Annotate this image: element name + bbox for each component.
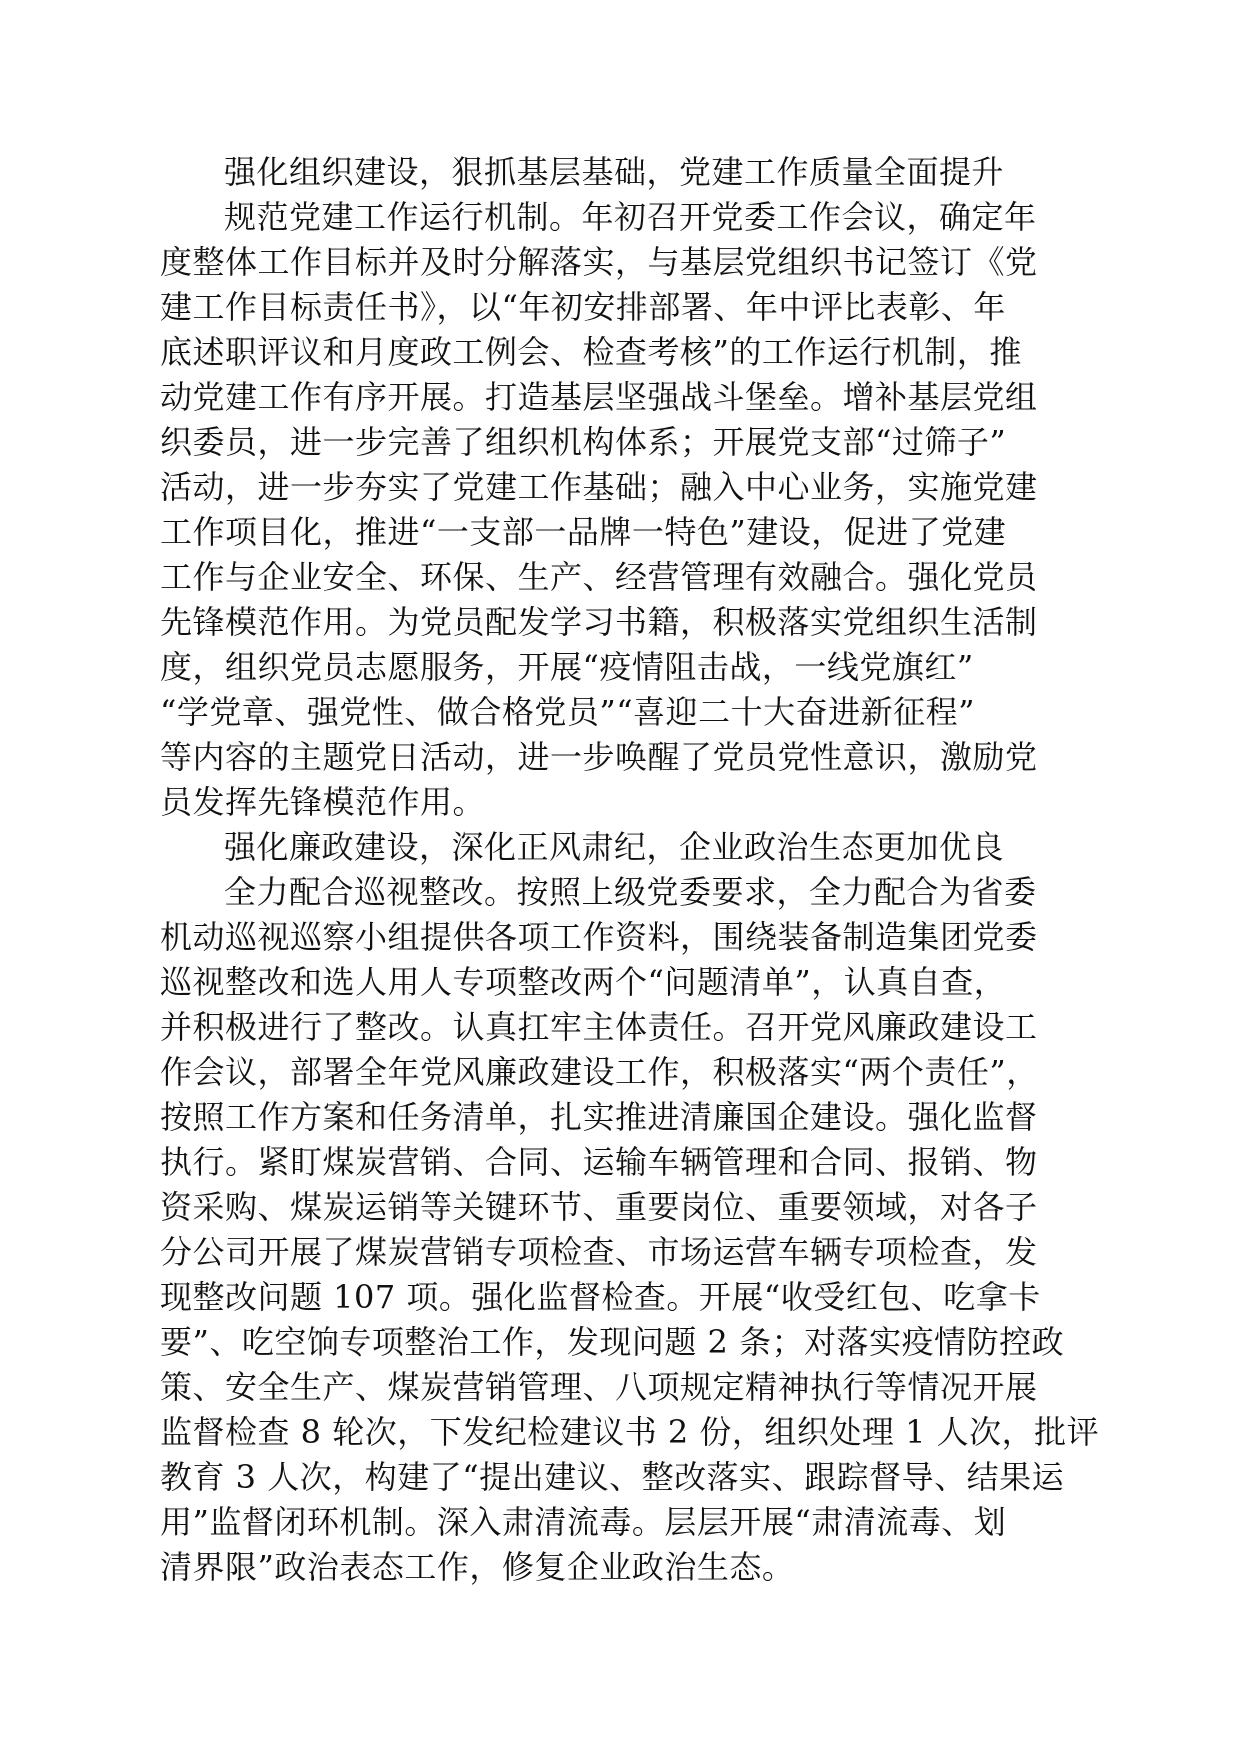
paragraph-line: 现整改问题 107 项。强化监督检查。开展“收受红包、吃拿卡 — [160, 1278, 1041, 1316]
paragraph-line: 机动巡视巡察小组提供各项工作资料，围绕装备制造集团党委 — [160, 918, 1038, 956]
section-heading: 强化廉政建设，深化正风肃纪，企业政治生态更加优良 — [224, 828, 1005, 866]
paragraph-line: 工作项目化，推进“一支部一品牌一特色”建设，促进了党建 — [160, 513, 1007, 551]
paragraph-line: 底述职评议和月度政工例会、检查考核”的工作运行机制，推 — [160, 333, 1022, 371]
paragraph-line: 用”监督闭环机制。深入肃清流毒。层层开展“肃清流毒、划 — [160, 1503, 1007, 1541]
paragraph-line: 员发挥先锋模范作用。 — [160, 783, 486, 821]
paragraph-line: 先锋模范作用。为党员配发学习书籍，积极落实党组织生活制 — [160, 603, 1038, 641]
paragraph-line: 分公司开展了煤炭营销专项检查、市场运营车辆专项检查，发 — [160, 1233, 1038, 1271]
section-heading: 强化组织建设，狠抓基层基础，党建工作质量全面提升 — [224, 153, 1005, 191]
paragraph-line: 织委员，进一步完善了组织机构体系；开展党支部“过筛子” — [160, 423, 1007, 461]
paragraph-line: 度整体工作目标并及时分解落实，与基层党组织书记签订《党 — [160, 243, 1038, 281]
paragraph-line: 执行。紧盯煤炭营销、合同、运输车辆管理和合同、报销、物 — [160, 1143, 1038, 1181]
paragraph-line: 全力配合巡视整改。按照上级党委要求，全力配合为省委 — [224, 873, 1037, 911]
paragraph-line: 动党建工作有序开展。打造基层坚强战斗堡垒。增补基层党组 — [160, 378, 1038, 416]
paragraph-line: 等内容的主题党日活动，进一步唤醒了党员党性意识，激励党 — [160, 738, 1038, 776]
paragraph-line: 活动，进一步夯实了党建工作基础；融入中心业务，实施党建 — [160, 468, 1038, 506]
paragraph-line: 要”、吃空饷专项整治工作，发现问题 2 条；对落实疫情防控政 — [160, 1323, 1065, 1361]
paragraph-line: 资采购、煤炭运销等关键环节、重要岗位、重要领域，对各子 — [160, 1188, 1038, 1226]
paragraph-line: 并积极进行了整改。认真扛牢主体责任。召开党风廉政建设工 — [160, 1008, 1038, 1046]
paragraph-line: 清界限”政治表态工作，修复企业政治生态。 — [160, 1548, 795, 1586]
paragraph-line: 建工作目标责任书》，以“年初安排部署、年中评比表彰、年 — [160, 288, 1006, 326]
paragraph-line: 工作与企业安全、环保、生产、经营管理有效融合。强化党员 — [160, 558, 1038, 596]
paragraph-line: 规范党建工作运行机制。年初召开党委工作会议，确定年 — [224, 198, 1037, 236]
paragraph-line: 按照工作方案和任务清单，扎实推进清廉国企建设。强化监督 — [160, 1098, 1038, 1136]
paragraph-line: 作会议，部署全年党风廉政建设工作，积极落实“两个责任”， — [160, 1053, 1039, 1091]
paragraph-line: 策、安全生产、煤炭营销管理、八项规定精神执行等情况开展 — [160, 1368, 1038, 1406]
paragraph-line: “学党章、强党性、做合格党员”“喜迎二十大奋进新征程” — [160, 693, 975, 731]
paragraph-line: 监督检查 8 轮次，下发纪检建议书 2 份，组织处理 1 人次，批评 — [160, 1413, 1100, 1451]
paragraph-line: 教育 3 人次，构建了“提出建议、整改落实、跟踪督导、结果运 — [160, 1458, 1065, 1496]
document-page — [160, 150, 1100, 1590]
paragraph-line: 度，组织党员志愿服务，开展“疫情阻击战，一线党旗红” — [160, 648, 974, 686]
paragraph-line: 巡视整改和选人用人专项整改两个“问题清单”，认真自查， — [160, 963, 1007, 1001]
